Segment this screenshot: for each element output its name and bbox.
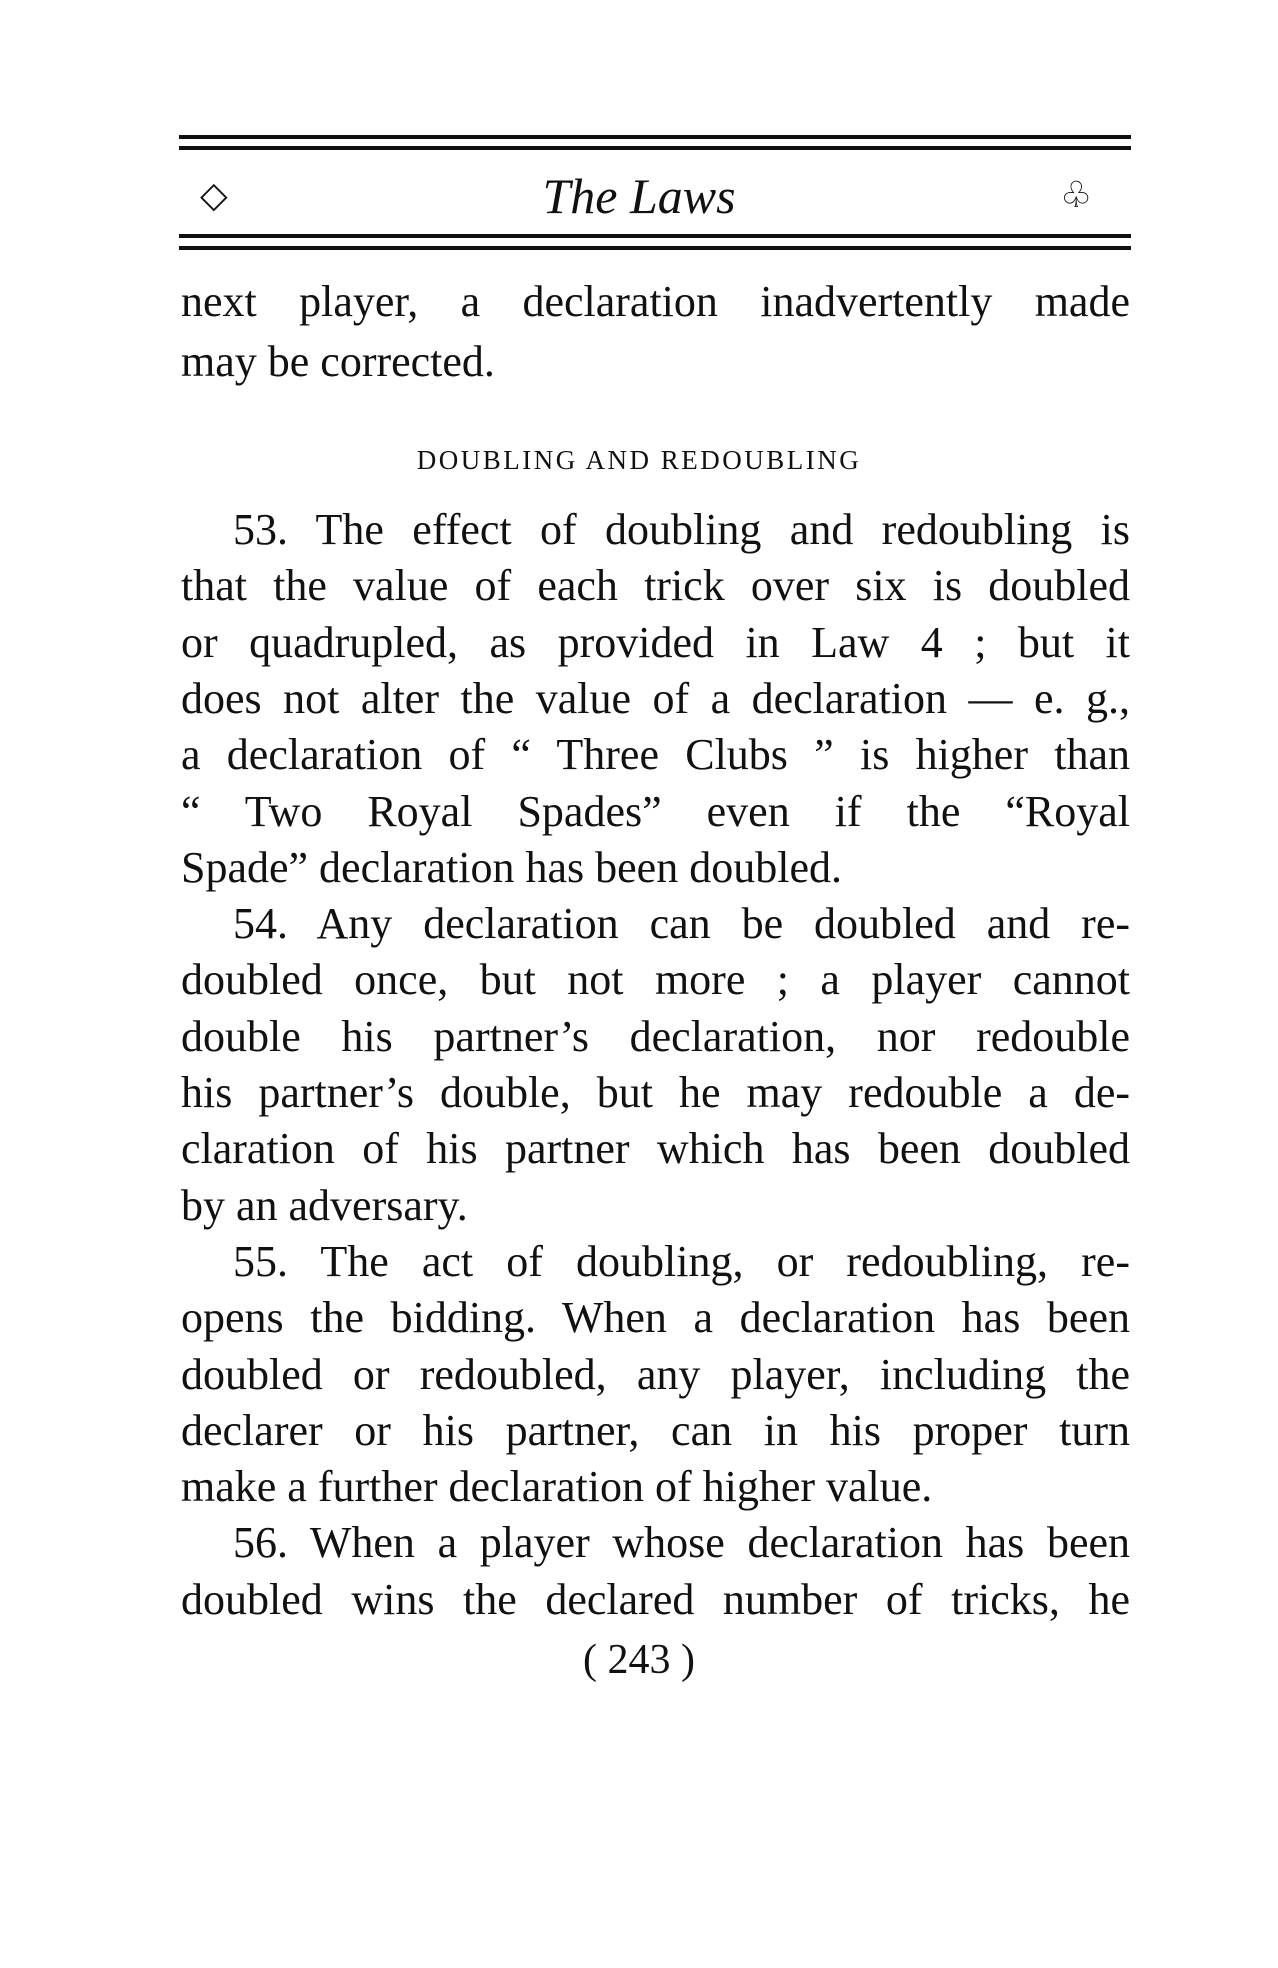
text-line: Spade” declaration has been doubled.	[181, 843, 842, 892]
text-line: “ Two Royal Spades” even if the “Royal	[181, 787, 1130, 836]
text-line: does not alter the value of a declaration — e. g.,	[181, 674, 1130, 723]
text-line: or quadrupled, as provided in Law 4 ; but it	[181, 618, 1130, 667]
header-rule-top-2	[179, 146, 1131, 150]
text-line: double his partner’s declaration, nor redouble	[181, 1012, 1130, 1061]
text-line: 53. The effect of doubling and redoubling is	[233, 505, 1130, 554]
text-line: may be corrected.	[181, 337, 495, 386]
page-number: ( 243 )	[583, 1637, 695, 1683]
text-line: 55. The act of doubling, or redoubling, re-	[233, 1237, 1130, 1286]
running-head: The Laws	[542, 168, 736, 224]
text-line: a declaration of “ Three Clubs ” is higher than	[181, 730, 1130, 779]
text-line: doubled wins the declared number of tricks, he	[181, 1575, 1130, 1624]
text-line: doubled or redoubled, any player, including the	[181, 1350, 1130, 1399]
header-rule-top-1	[179, 135, 1131, 139]
text-line: opens the bidding. When a declaration has been	[181, 1293, 1130, 1342]
diamond-icon: ◇	[200, 175, 228, 215]
text-line: next player, a declaration inadvertently made	[181, 277, 1130, 326]
text-line: make a further declaration of higher value.	[181, 1462, 933, 1511]
header-rule-bottom-2	[179, 246, 1131, 250]
section-heading: DOUBLING AND REDOUBLING	[416, 445, 862, 475]
text-line: that the value of each trick over six is doubled	[181, 561, 1130, 610]
text-line: by an adversary.	[181, 1181, 468, 1230]
header-rule-bottom-1	[179, 234, 1131, 238]
text-line: declarer or his partner, can in his proper turn	[181, 1406, 1130, 1455]
text-line: 56. When a player whose declaration has been	[233, 1518, 1130, 1567]
text-line: claration of his partner which has been doubled	[181, 1124, 1130, 1173]
club-icon: ♧	[1060, 175, 1093, 215]
text-line: 54. Any declaration can be doubled and re-	[233, 899, 1130, 948]
text-line: his partner’s double, but he may redouble a de-	[181, 1068, 1130, 1117]
text-line: doubled once, but not more ; a player cannot	[181, 955, 1130, 1004]
